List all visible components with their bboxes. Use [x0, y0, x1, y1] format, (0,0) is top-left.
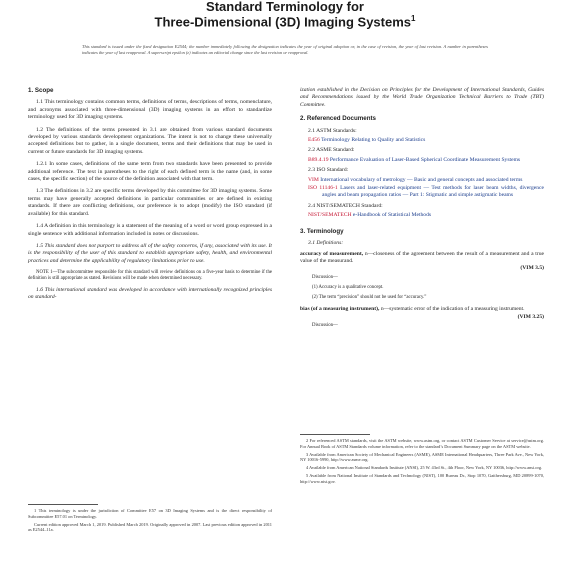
term-bias: bias (of a measuring instrument),: [300, 306, 380, 313]
definition-bias: [300, 306, 544, 313]
footnote-1: 1 This terminology is under the jurisdiction of Committee E57 on 3D Imaging Systems and is the direct responsibility of Subcommittee E57.01 on Terminology.: [28, 508, 272, 519]
paragraph-1-6-continued: ization established in the Decision on Principles for the Development of International Standards, Guides and Recommendations issued by the World Trade Organization Technical Barriers to Trade (TBT) Committee.: [300, 87, 544, 108]
ref-title-e456[interactable]: Terminology Relating to Quality and Statistics: [321, 137, 426, 144]
footnote-divider-right: [300, 434, 370, 435]
definitions-heading: 3.1 Definitions:: [308, 240, 344, 247]
paragraph-1-2: 1.2 The definitions of the terms presented in 3.1 are obtained from various standard documents developed by various standards development organizations. The intent is not to change these universally accepted definitions but to gather, in a single document, terms and their definitions that may be used in current or future standards for 3D imaging systems.: [28, 126, 272, 155]
ref-code-e456[interactable]: E456: [308, 137, 320, 144]
ref-code-nist[interactable]: NIST/SEMATECH: [308, 212, 352, 219]
document-title-text: Three-Dimensional (3D) Imaging Systems: [154, 14, 411, 30]
definition-bias-discussion: Discussion—: [312, 323, 338, 329]
document-title-line-2: [0, 12, 570, 29]
footnote-2: 2 For referenced ASTM standards, visit the ASTM website, www.astm.org, or contact ASTM Customer Service at service@astm.org. For Annual Book of ASTM Standards volume information, refer to the standard’s Document Summary page on the ASTM website.: [300, 438, 544, 449]
designation-notice: This standard is issued under the fixed designation E2544; the number immediately following the designation indicates the year of original adoption or, in the case of revision, the year of last revision. A number in parentheses indicates the year of last reapproval. A superscript epsilon (ε) indicates an editorial change since the last revision or reapproval.: [82, 44, 488, 55]
definition-accuracy-text: n—closeness of the agreement between the result of a measurement and a true value of the measurand.: [300, 250, 545, 264]
definition-accuracy-note-2: (2) The term “precision” should not be used for “accuracy.”: [312, 295, 427, 301]
definition-accuracy-discussion: Discussion—: [312, 274, 338, 280]
ref-title-b89[interactable]: Performance Evaluation of Laser-Based Spherical Coordinate Measurement Systems: [329, 156, 521, 163]
ref-code-iso11146[interactable]: ISO 11146-1: [308, 185, 338, 192]
paragraph-1-5: 1.5 This standard does not purport to address all of the safety concerns, if any, associated with its use. It is the responsibility of the user of this standard to establish appropriate safety, health, and environmental practices and determine the applicability of regulatory limitations prior to use.: [28, 242, 272, 264]
footnote-4: 4 Available from American National Standards Institute (ANSI), 25 W. 43rd St., 4th Floor, New York, NY 10036, http://www.ansi.org.: [306, 465, 543, 471]
paragraph-1-2-1: 1.2.1 In some cases, definitions of the same term from two standards have been presented to provide additional reference. The text in parentheses to the right of each defined term is the name (and, in some cases, the specific section) of the source of the definition associated with that term.: [28, 161, 272, 183]
term-accuracy: accuracy of measurement,: [300, 250, 364, 257]
ref-vim[interactable]: [308, 177, 544, 184]
ref-b89[interactable]: [308, 157, 544, 164]
ref-code-vim[interactable]: VIM: [308, 176, 319, 183]
ref-title-vim[interactable]: International vocabulary of metrology — Basic and general concepts and associated terms: [320, 176, 523, 183]
definition-bias-text: n—systematic error of the indication of a measuring instrument.: [380, 306, 525, 313]
definition-accuracy-source: (VIM 3.5): [520, 265, 544, 272]
terminology-heading: 3. Terminology: [300, 227, 344, 235]
paragraph-1-3: 1.3 The definitions in 3.2 are specific terms developed by this committee for 3D imaging systems. Some terms may have generally accepted definitions in particular communities or are defined in existing standards. If there are conflicting definitions, our preference is to adopt (modify) the ISO standard (if available) for this standard.: [28, 188, 272, 217]
paragraph-1-4: 1.4 A definition in this terminology is a statement of the meaning of a word or word group expressed in a single sentence with additional information included in notes or discussions.: [28, 223, 272, 237]
ref-code-b89[interactable]: B89.4.19: [308, 156, 329, 163]
paragraph-1-1: 1.1 This terminology contains common terms, definitions of terms, descriptions of terms, nomenclature, and acronyms associated with three-dimensional (3D) imaging systems in an effort to standardize terminology used for 3D imaging systems.: [28, 99, 272, 121]
definition-accuracy-note-1: (1) Accuracy is a qualitative concept.: [312, 284, 384, 290]
left-footnotes: [28, 508, 272, 535]
ref-2-2-heading: 2.2 ASME Standard:: [308, 147, 355, 154]
note-1: NOTE 1—The subcommittee responsible for this standard will review definitions on a five-year basis to determine if the definition is still appropriate as stated. Revisions will be made when determined necessary.: [28, 270, 272, 282]
paragraph-1-6: 1.6 This international standard was developed in accordance with internationally recognized principles on standard-: [28, 286, 272, 300]
referenced-documents-heading: 2. Referenced Documents: [300, 115, 376, 123]
footnote-divider-left: [28, 504, 98, 505]
right-column: [300, 87, 544, 333]
ref-2-4-heading: 2.4 NIST/SEMATECH Standard:: [308, 202, 383, 209]
definition-bias-source: (VIM 3.25): [517, 313, 544, 320]
left-column: [28, 87, 272, 306]
title-footnote-mark: 1: [411, 14, 416, 23]
right-footnotes: [300, 438, 544, 487]
footnote-3: 3 Available from American Society of Mechanical Engineers (ASME), ASME International Headquarters, Three Park Ave., New York, NY 10016-5990, http://www.asme.org.: [300, 451, 544, 463]
ref-title-nist[interactable]: e-Handbook of Statistical Methods: [352, 212, 432, 219]
ref-nist[interactable]: [308, 212, 544, 219]
footnote-1-edition: Current edition approved March 1, 2019. Published March 2019. Originally approved in 2007. Last previous edition approved in 2011 as E2544–11a.: [28, 521, 272, 533]
document-title-line-1: Standard Terminology for: [206, 0, 364, 14]
ref-e456[interactable]: [308, 137, 544, 144]
ref-iso11146[interactable]: [308, 185, 544, 200]
footnote-5: 5 Available from National Institute of Standards and Technology (NIST), 100 Bureau Dr., Stop 1070, Gaithersburg, MD 20899-1070, http://www.nist.gov.: [300, 472, 544, 484]
definition-accuracy: [300, 251, 544, 266]
scope-heading: 1. Scope: [28, 87, 54, 94]
ref-title-iso11146[interactable]: Lasers and laser-related equipment — Test methods for laser beam widths, divergence angles and beam propagation ratios — Part 1: Stigmatic and simple astigmatic beams: [322, 185, 545, 199]
ref-2-3-heading: 2.3 ISO Standard:: [308, 167, 349, 174]
ref-2-1-heading: 2.1 ASTM Standards:: [308, 127, 357, 134]
